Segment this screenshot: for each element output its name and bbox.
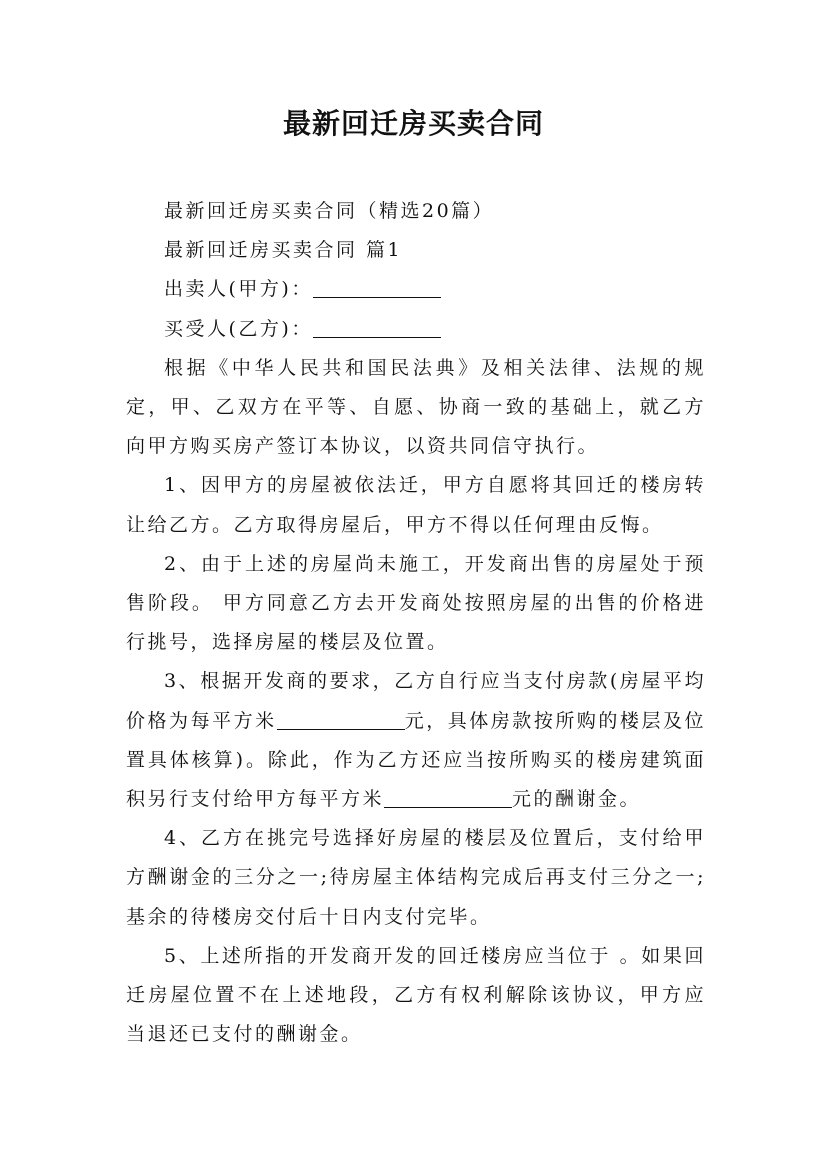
- buyer-line: [126, 310, 706, 349]
- clause-3-part-1: 3、根据开发商的要求，乙方自行应当支付房款(房屋平均价格为每平方米: [126, 670, 706, 732]
- clause-3-part-2: 元，具体房款按所购的楼层及位置具体核算)。除此，作为乙方还应当按所购买的楼房建筑面积另行支付给甲方每平方米: [126, 709, 706, 811]
- price-blank: [277, 710, 405, 730]
- clause-3: [126, 662, 706, 819]
- document-title: 最新回迁房买卖合同: [282, 107, 544, 140]
- intro-paragraph: 根据《中华人民共和国民法典》及相关法律、法规的规定，甲、乙双方在平等、自愿、协商一致的基础上，就乙方向甲方购买房产签订本协议，以资共同信守执行。: [126, 356, 706, 458]
- buyer-blank: [313, 318, 441, 338]
- buyer-label: 买受人(乙方)：: [164, 317, 313, 340]
- seller-label: 出卖人(甲方)：: [164, 278, 313, 301]
- document-body: [126, 192, 706, 1054]
- seller-blank: [313, 278, 441, 298]
- clause-3-part-3: 元的酬谢金。: [512, 788, 642, 811]
- section-heading: 最新回迁房买卖合同 篇1: [164, 239, 403, 262]
- seller-line: [126, 270, 706, 309]
- clause-5: 5、上述所指的开发商开发的回迁楼房应当位于 。如果回迁房屋位置不在上述地段，乙方有权利解除该协议，甲方应当退还已支付的酬谢金。: [126, 944, 706, 1046]
- clause-1: 1、因甲方的房屋被依法迁，甲方自愿将其回迁的楼房转让给乙方。乙方取得房屋后，甲方不得以任何理由反悔。: [126, 474, 706, 536]
- subtitle: 最新回迁房买卖合同（精选20篇）: [164, 200, 495, 222]
- clause-4: 4、乙方在挑完号选择好房屋的楼层及位置后，支付给甲方酬谢金的三分之一;待房屋主体结构完成后再支付三分之一;基余的待楼房交付后十日内支付完毕。: [126, 827, 706, 928]
- clause-2: 2、由于上述的房屋尚未施工，开发商出售的房屋处于预售阶段。 甲方同意乙方去开发商处按照房屋的出售的价格进行挑号，选择房屋的楼层及位置。: [126, 552, 706, 654]
- reward-blank: [384, 788, 512, 808]
